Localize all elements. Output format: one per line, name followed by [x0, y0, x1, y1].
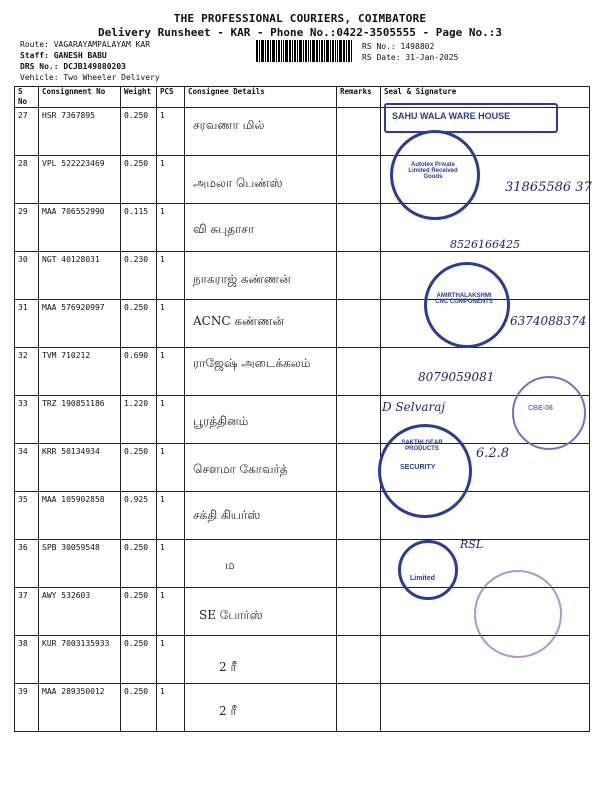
row-consignment-no: KUR 7003135933	[39, 636, 121, 684]
table-row	[15, 396, 590, 444]
row-consignee	[185, 444, 337, 492]
consignee-handwriting: SE போர்ஸ்	[199, 608, 263, 622]
sahu-stamp-text: SAHU WALA WARE HOUSE	[392, 111, 511, 121]
row-consignee	[185, 108, 337, 156]
row-sno: 38	[15, 636, 39, 684]
table-row	[15, 684, 590, 732]
sakthi-gear-seal-text: SAKTHI GEAR PRODUCTS	[401, 440, 443, 452]
row-consignee	[185, 636, 337, 684]
row-sno: 32	[15, 348, 39, 396]
row-remarks	[337, 444, 381, 492]
drs-line: DRS No.: DCJB149880203	[20, 62, 126, 71]
row-consignee	[185, 396, 337, 444]
row-pcs: 1	[157, 252, 185, 300]
row-remarks	[337, 300, 381, 348]
consignee-handwriting: வி சுபுதாசா	[193, 222, 255, 236]
row-sno: 27	[15, 108, 39, 156]
row-weight: 0.925	[121, 492, 157, 540]
row-consignment-no: MAA 576920997	[39, 300, 121, 348]
signature-28: 31865586 37	[505, 180, 592, 195]
rs-no-value: 1498802	[400, 42, 435, 51]
consignee-handwriting: ACNC கண்ணன்	[193, 314, 285, 328]
signature-33: 8079059081	[418, 370, 495, 384]
row-pcs: 1	[157, 588, 185, 636]
row-consignment-no: VPL 522223469	[39, 156, 121, 204]
row-weight: 0.250	[121, 588, 157, 636]
row-sno: 28	[15, 156, 39, 204]
row-consignee	[185, 684, 337, 732]
row-pcs: 1	[157, 492, 185, 540]
runsheet-subtitle: Delivery Runsheet - KAR - Phone No.:0422-3505555 - Page No.:3	[98, 26, 502, 39]
row-weight: 0.230	[121, 252, 157, 300]
row-consignee	[185, 540, 337, 588]
route-line: Route: VAGARAYAMPALAYAM KAR	[20, 40, 151, 49]
row-sno: 33	[15, 396, 39, 444]
vehicle-value: Two Wheeler Delivery	[63, 73, 160, 82]
row-consignee	[185, 156, 337, 204]
row-pcs: 1	[157, 444, 185, 492]
row-weight: 0.250	[121, 684, 157, 732]
row-remarks	[337, 684, 381, 732]
row-weight: 0.250	[121, 540, 157, 588]
row-remarks	[337, 204, 381, 252]
company-title: THE PROFESSIONAL COURIERS, COIMBATORE	[173, 12, 427, 25]
row-pcs: 1	[157, 204, 185, 252]
consignee-handwriting: நாகராஜ் கண்ணன்	[193, 272, 291, 286]
row-pcs: 1	[157, 684, 185, 732]
consignee-handwriting: பூரத்தினம்	[193, 414, 249, 428]
consignee-handwriting: சக்தி கியர்ஸ்	[193, 508, 261, 522]
row-consignee	[185, 300, 337, 348]
row-sno: 37	[15, 588, 39, 636]
purple-seal	[474, 570, 562, 658]
row-consignee	[185, 492, 337, 540]
row-weight: 0.250	[121, 300, 157, 348]
drs-value: DCJB149880203	[63, 62, 126, 71]
row-weight: 0.690	[121, 348, 157, 396]
staff-line: Staff: GANESH BABU	[20, 51, 107, 60]
row-weight: 0.250	[121, 108, 157, 156]
row-consignment-no: AWY 532603	[39, 588, 121, 636]
staff-value: GANESH BABU	[53, 51, 107, 60]
consignee-handwriting: அமலா பெண்ஸ்	[193, 176, 283, 190]
signature-37: RSL	[460, 538, 484, 551]
barcode	[256, 40, 352, 62]
col-consignee: Consignee Details	[185, 87, 337, 108]
row-remarks	[337, 108, 381, 156]
col-sno: S No	[15, 87, 39, 108]
table-row	[15, 156, 590, 204]
consignee-handwriting: சரவணா மில்	[193, 118, 265, 132]
row-remarks	[337, 492, 381, 540]
security-seal-text: SECURITY	[400, 464, 436, 471]
row-weight: 0.250	[121, 636, 157, 684]
col-seal-signature: Seal & Signature	[381, 87, 590, 108]
amirthalakshmi-seal	[424, 262, 510, 348]
row-pcs: 1	[157, 396, 185, 444]
table-row	[15, 348, 590, 396]
rs-no-line: RS No.: 1498802	[362, 42, 435, 51]
signature-32: 6374088374	[510, 314, 587, 328]
row-sno: 34	[15, 444, 39, 492]
rs-date-value: 31-Jan-2025	[405, 53, 459, 62]
cbe-seal-text: CBE-06	[528, 405, 553, 412]
row-remarks	[337, 588, 381, 636]
signature-30: 8526166425	[450, 238, 520, 251]
sakthi-gear-seal	[378, 424, 472, 518]
row-seal	[381, 684, 590, 732]
table-row	[15, 492, 590, 540]
amirthalakshmi-seal-text: AMIRTHALAKSHMI CNC COMPONENTS	[435, 293, 493, 305]
row-remarks	[337, 252, 381, 300]
row-remarks	[337, 156, 381, 204]
row-consignee	[185, 348, 337, 396]
row-consignee	[185, 252, 337, 300]
col-consignment: Consignment No	[39, 87, 121, 108]
row-sno: 30	[15, 252, 39, 300]
row-pcs: 1	[157, 156, 185, 204]
row-pcs: 1	[157, 540, 185, 588]
signature-34: D Selvaraj	[382, 400, 446, 414]
consignee-handwriting: ராஜேஷ் அடைக்கலம்	[193, 356, 311, 370]
row-consignment-no: NGT 40128031	[39, 252, 121, 300]
limited-seal	[398, 540, 458, 600]
row-consignee	[185, 588, 337, 636]
row-sno: 31	[15, 300, 39, 348]
row-weight: 0.115	[121, 204, 157, 252]
row-remarks	[337, 396, 381, 444]
consignee-handwriting: ம	[225, 558, 235, 572]
row-remarks	[337, 540, 381, 588]
col-pcs: PCS	[157, 87, 185, 108]
row-sno: 29	[15, 204, 39, 252]
autotex-seal-text: Autotex Private Limited Received Goods	[408, 162, 458, 180]
row-pcs: 1	[157, 108, 185, 156]
row-consignment-no: KRR 50134934	[39, 444, 121, 492]
signature-35: 6.2.8	[476, 446, 510, 461]
col-remarks: Remarks	[337, 87, 381, 108]
cbe-seal	[512, 376, 586, 450]
row-consignment-no: TRZ 190851186	[39, 396, 121, 444]
vehicle-line: Vehicle: Two Wheeler Delivery	[20, 73, 160, 82]
consignee-handwriting: சௌமா கோவர்த்	[193, 462, 288, 476]
row-sno: 35	[15, 492, 39, 540]
row-remarks	[337, 348, 381, 396]
row-sno: 39	[15, 684, 39, 732]
row-consignment-no: TVM 710212	[39, 348, 121, 396]
row-consignment-no: HSR 7367895	[39, 108, 121, 156]
route-value: VAGARAYAMPALAYAM KAR	[53, 40, 151, 49]
row-consignment-no: MAA 706552990	[39, 204, 121, 252]
row-consignee	[185, 204, 337, 252]
row-weight: 0.250	[121, 156, 157, 204]
consignee-handwriting: 2 ரீ	[219, 704, 237, 718]
limited-seal-text: Limited	[410, 575, 435, 582]
row-pcs: 1	[157, 348, 185, 396]
row-weight: 1.220	[121, 396, 157, 444]
row-consignment-no: SPB 30059548	[39, 540, 121, 588]
row-remarks	[337, 636, 381, 684]
row-sno: 36	[15, 540, 39, 588]
row-consignment-no: MAA 289350012	[39, 684, 121, 732]
col-weight: Weight	[121, 87, 157, 108]
rs-date-line: RS Date: 31-Jan-2025	[362, 53, 459, 62]
row-weight: 0.250	[121, 444, 157, 492]
row-pcs: 1	[157, 636, 185, 684]
row-pcs: 1	[157, 300, 185, 348]
row-consignment-no: MAA 105902858	[39, 492, 121, 540]
consignee-handwriting: 2 ரீ	[219, 660, 237, 674]
